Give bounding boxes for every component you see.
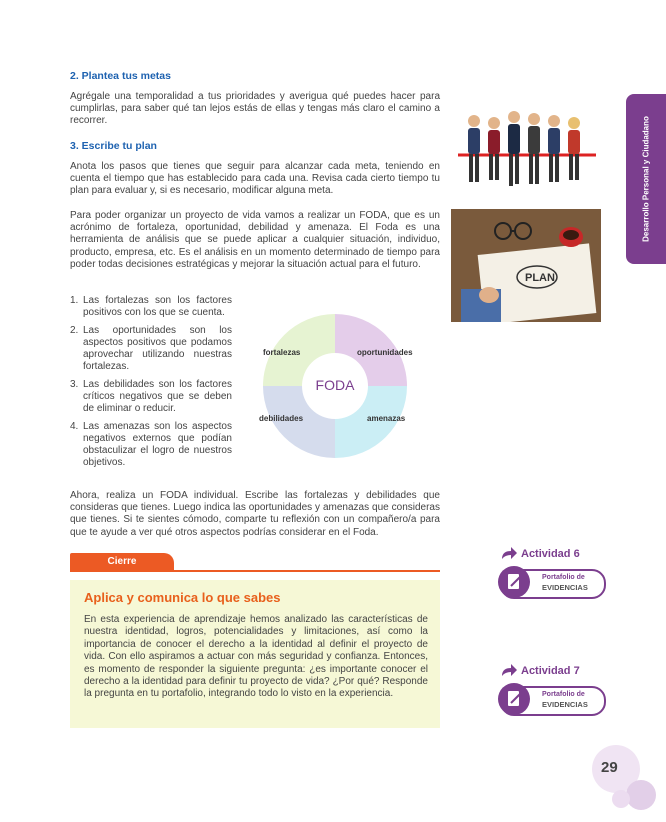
sidebar-label: Desarrollo Personal y Ciudadano <box>641 116 651 242</box>
portfolio-icon <box>498 683 530 715</box>
list-number: 4. <box>70 421 79 432</box>
decor-circle <box>626 780 656 810</box>
business-team-icon <box>452 103 602 193</box>
cierre-tab: Cierre <box>70 553 174 570</box>
list-number: 3. <box>70 379 79 390</box>
decor-circle-small <box>612 790 630 808</box>
foda-diagram <box>255 310 420 465</box>
portfolio-badge-7 <box>500 686 606 716</box>
portfolio-label: Portafolio de <box>542 574 585 581</box>
subject-sidebar-tab <box>626 94 666 264</box>
aplica-box <box>70 580 440 728</box>
list-item <box>70 325 232 373</box>
section-2-body: Agrégale una temporalidad a tus prioridades y averigua qué puedes hacer para cumplirlas, para saber qué tan lejos estás de ellas y tengas más claro el camino a recorrer. <box>70 91 440 127</box>
list-number: 1. <box>70 295 79 306</box>
section-2-title: 2. Plantea tus metas <box>70 70 171 82</box>
page-number: 29 <box>601 759 618 776</box>
portfolio-evidencias: EVIDENCIAS <box>542 583 588 592</box>
arrow-icon <box>500 662 518 678</box>
foda-label-oportunidades: oportunidades <box>357 348 413 357</box>
foda-label-amenazas: amenazas <box>367 414 406 423</box>
foda-center-label: FODA <box>315 377 355 393</box>
foda-label-debilidades: debilidades <box>259 414 304 423</box>
aplica-body: En esta experiencia de aprendizaje hemos analizado las características de nuestra identidad, logros, potencialidades y limitaciones, así como la importancia de conocer el derecho a la identidad al definir el proyecto de vida. Con ello aspiramos a actuar con más seguridad y confianza. Entonces, es momento de responder la siguiente pregunta: ¿es importante conocer el derecho a la identidad para definir tu proyecto de vida? ¿Por qué? Responde la pregunta en tu portafolio, integrando todo lo visto en la experiencia. <box>84 614 428 700</box>
foda-definitions-list <box>70 295 232 475</box>
portfolio-label: Portafolio de <box>542 691 585 698</box>
cierre-divider <box>70 570 440 572</box>
section-3-title: 3. Escribe tu plan <box>70 140 157 152</box>
plan-sketch-icon <box>451 209 601 322</box>
plan-desk-photo <box>451 209 601 322</box>
list-number: 2. <box>70 325 79 336</box>
aplica-title: Aplica y comunica lo que sabes <box>84 590 281 605</box>
list-item-text: Las amenazas son los aspectos negativos externos que podían obstaculizar el logro de nuestros objetivos. <box>83 421 232 468</box>
activity-6-title: Actividad 6 <box>521 548 580 560</box>
foda-intro: Para poder organizar un proyecto de vida vamos a realizar un FODA, que es un acrónimo de fortaleza, oportunidad, debilidad y amenaza. El Foda es una herramienta de análisis que se puede aplicar a cualquier situación, individuo, producto, empresa, etc. Es el análisis en un momento determinado de tiempo para poder todas decisiones estratégicas y mejorar la situación actual para el futuro. <box>70 210 440 270</box>
portfolio-badge-6 <box>500 569 606 599</box>
foda-label-fortalezas: fortalezas <box>263 348 301 357</box>
portfolio-evidencias: EVIDENCIAS <box>542 700 588 709</box>
list-item-text: Las oportunidades son los aspectos positivos que podamos aprovechar utilizando nuestras fortalezas. <box>83 325 232 372</box>
activity-7-title: Actividad 7 <box>521 665 580 677</box>
list-item <box>70 295 232 319</box>
portfolio-icon <box>498 566 530 598</box>
svg-text:PLAN: PLAN <box>525 272 555 284</box>
section-3-body: Anota los pasos que tienes que seguir para alcanzar cada meta, teniendo en cuenta el tiempo que has establecido para cada una. Revisa cada cierto tiempo tu plan para evaluar y, si es necesario, modificar alguna meta. <box>70 161 440 197</box>
list-item-text: Las debilidades son los factores críticos negativos que se deben de eliminar o reducir. <box>83 379 232 414</box>
arrow-icon <box>500 545 518 561</box>
list-item <box>70 421 232 469</box>
foda-outro: Ahora, realiza un FODA individual. Escribe las fortalezas y debilidades que consideras que tienes. Luego indica las oportunidades y amenazas que consideras que tienes. Si te sientes cómodo, comparte tu reflexión con un compañero/a para que te ayude a ver qué otros aspectos podrías considerar en el Foda. <box>70 490 440 538</box>
list-item-text: Las fortalezas son los factores positivos con los que se cuenta. <box>83 295 232 318</box>
business-team-illustration <box>452 103 602 193</box>
list-item <box>70 379 232 415</box>
